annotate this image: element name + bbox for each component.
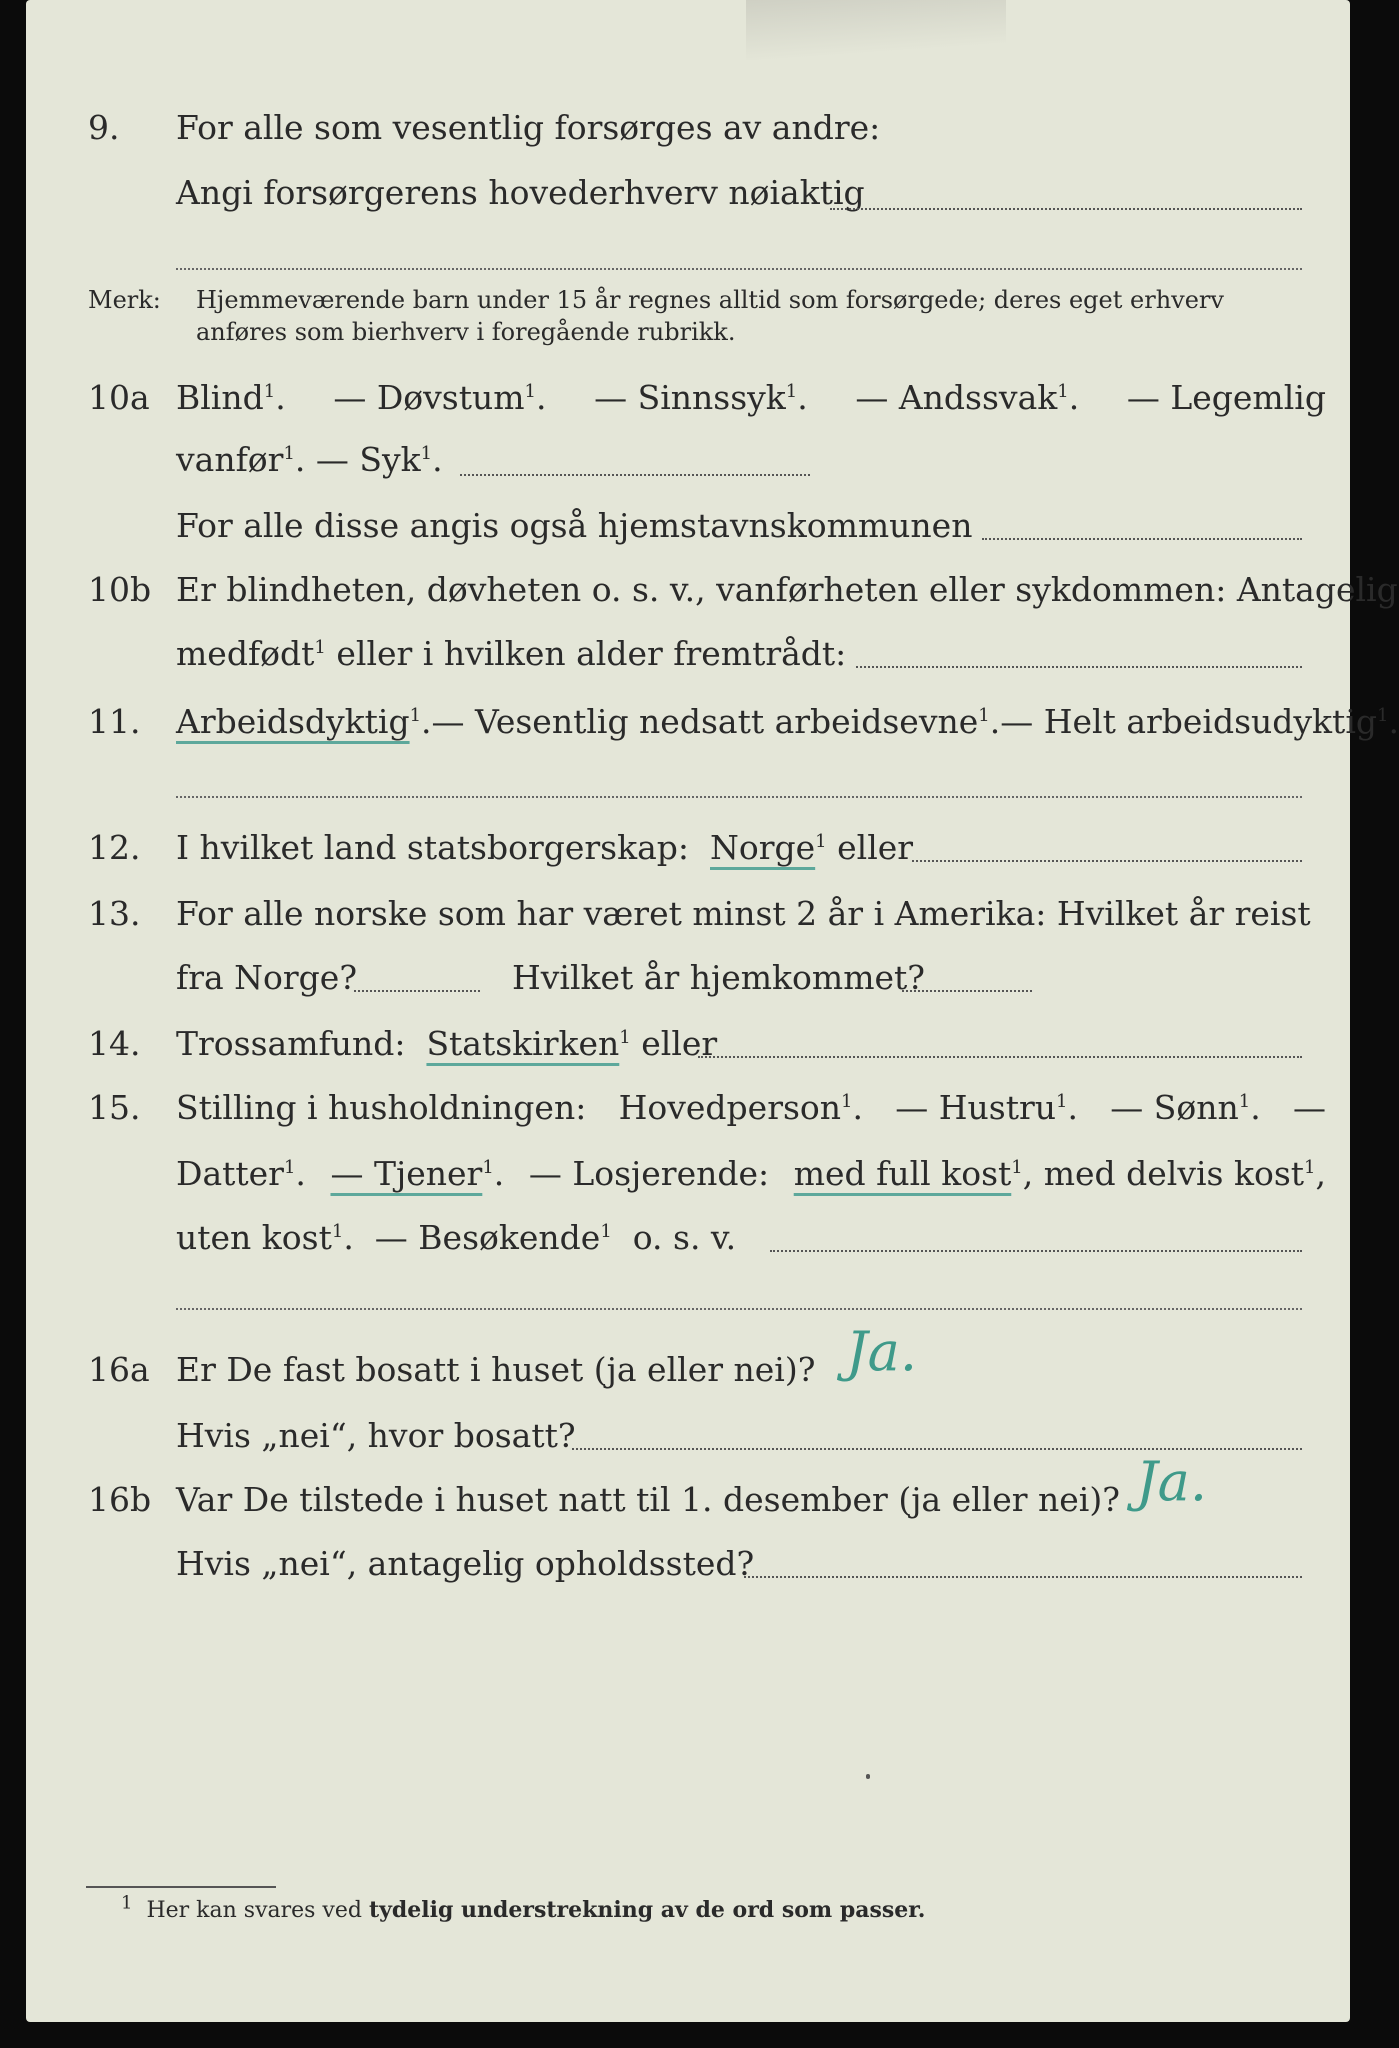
question-text: uten kost$^1$. — Besøkende$^1$ o. s. v. bbox=[176, 1218, 737, 1257]
census-form-sheet bbox=[26, 0, 1399, 2022]
question-number: 14. bbox=[88, 1024, 141, 1063]
question-number: 13. bbox=[88, 894, 141, 933]
answer-line[interactable] bbox=[354, 990, 480, 992]
question-number: 10a bbox=[88, 378, 150, 417]
question-text: vanfør$^1$. — Syk$^1$. bbox=[176, 440, 443, 479]
answer-line[interactable] bbox=[176, 1308, 1302, 1310]
question-text: medfødt$^1$ eller i hvilken alder fremtrådt: bbox=[176, 634, 847, 673]
option-andssvak: — Andssvak$^1$. bbox=[855, 378, 1080, 417]
question-number: 12. bbox=[88, 828, 141, 867]
ink-speck bbox=[866, 1774, 870, 1779]
question-text: Hvis „nei“, antagelig opholdssted? bbox=[176, 1544, 755, 1583]
answer-line[interactable] bbox=[912, 860, 1302, 862]
question-number: 15. bbox=[88, 1088, 141, 1127]
question-text: Hvis „nei“, hvor bosatt? bbox=[176, 1416, 576, 1455]
footnote: $^1$ Her kan svares ved tydelig understrekning av de ord som passer. bbox=[121, 1892, 926, 1923]
answer-line[interactable] bbox=[176, 268, 1302, 270]
paper-fold bbox=[746, 0, 1006, 60]
answer-line[interactable] bbox=[770, 1250, 1302, 1252]
question-text: I hvilket land statsborgerskap: Norge$^1$ eller bbox=[176, 828, 914, 867]
answer-line[interactable] bbox=[856, 666, 1302, 668]
question-text: For alle disse angis også hjemstavnskommunen bbox=[176, 506, 973, 545]
question-number: 16a bbox=[88, 1350, 150, 1389]
footnote-bold-text: tydelig understrekning av de ord som passer. bbox=[368, 1897, 926, 1923]
question-text: Datter$^1$. — Tjener$^1$. — Losjerende: med full kost$^1$, med delvis kost$^1$, bbox=[176, 1154, 1326, 1193]
answer-line[interactable] bbox=[698, 1056, 1302, 1058]
footnote-text: Her kan svares ved bbox=[146, 1898, 362, 1923]
question-text: Trossamfund: Statskirken$^1$ eller bbox=[176, 1024, 718, 1063]
answer-line[interactable] bbox=[176, 796, 1302, 798]
note-block bbox=[88, 284, 1318, 354]
handwritten-answer-16a: Ja. bbox=[846, 1320, 918, 1383]
question-number: 11. bbox=[88, 702, 141, 741]
question-text: For alle norske som har været minst 2 år i Amerika: Hvilket år reist bbox=[176, 894, 1311, 933]
question-text: Var De tilstede i huset natt til 1. desember (ja eller nei)? bbox=[176, 1480, 1120, 1519]
question-number: 10b bbox=[88, 570, 152, 609]
answer-line[interactable] bbox=[830, 208, 1302, 210]
option-blind: Blind$^1$. bbox=[176, 378, 286, 417]
question-text: Stilling i husholdningen: Hovedperson$^1$. — Hustru$^1$. — Sønn$^1$. — bbox=[176, 1088, 1326, 1127]
note-text: Hjemmeværende barn under 15 år regnes alltid som forsørgede; deres eget erhverv anføres som bierhverv i foregående rubrikk. bbox=[196, 286, 1224, 346]
note-label: Merk: bbox=[88, 286, 161, 314]
question-text: fra Norge? bbox=[176, 958, 358, 997]
question-text: Er De fast bosatt i huset (ja eller nei)? bbox=[176, 1350, 816, 1389]
answer-line[interactable] bbox=[744, 1576, 1302, 1578]
question-text: Hvilket år hjemkommet? bbox=[512, 958, 925, 997]
option-udyktig: — Helt arbeidsudyktig$^1$. bbox=[1000, 702, 1399, 741]
option-arbeidsdyktig: Arbeidsdyktig$^1$. bbox=[176, 702, 432, 741]
question-text: Er blindheten, døvheten o. s. v., vanførheten eller sykdommen: Antagelig bbox=[176, 570, 1398, 609]
option-sinnssyk: — Sinnssyk$^1$. bbox=[594, 378, 808, 417]
answer-line[interactable] bbox=[902, 990, 1032, 992]
option-legemlig: — Legemlig bbox=[1126, 378, 1326, 417]
handwritten-answer-16b: Ja. bbox=[1136, 1450, 1208, 1513]
question-text: Angi forsørgerens hovederhverv nøiaktig bbox=[176, 173, 865, 212]
question-text: For alle som vesentlig forsørges av andre: bbox=[176, 108, 881, 147]
question-text bbox=[176, 694, 1399, 750]
question-text bbox=[176, 370, 1326, 426]
answer-line[interactable] bbox=[460, 474, 810, 476]
option-dovstum: — Døvstum$^1$. bbox=[333, 378, 547, 417]
question-number: 9. bbox=[88, 108, 120, 147]
footnote-rule bbox=[86, 1886, 276, 1888]
question-number: 16b bbox=[88, 1480, 152, 1519]
option-nedsatt: — Vesentlig nedsatt arbeidsevne$^1$. bbox=[431, 702, 1001, 741]
answer-line[interactable] bbox=[982, 538, 1302, 540]
